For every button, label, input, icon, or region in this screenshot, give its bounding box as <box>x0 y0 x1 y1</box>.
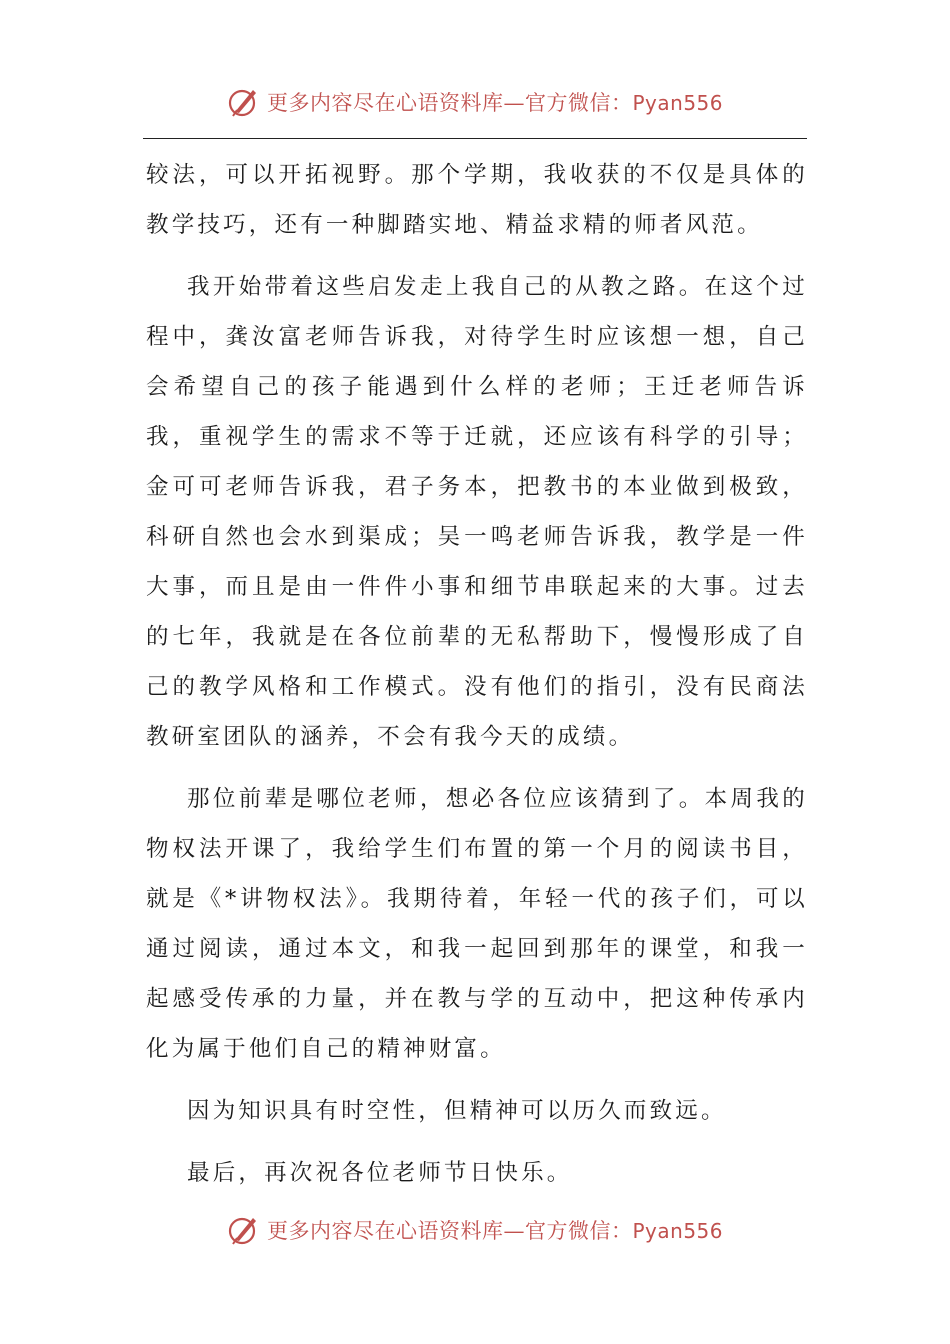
footer-banner-text <box>267 1215 723 1245</box>
header-banner <box>0 82 950 122</box>
header-divider <box>143 138 807 139</box>
paragraph-4: 因为知识具有时空性，但精神可以历久而致远。 <box>187 1098 727 1124</box>
paragraph-2: 我开始带着这些启发走上我自己的从教之路。在这个过程中，龚汝富老师告诉我，对待学生时应该想一想，自己会希望自己的孩子能遇到什么样的老师；王迁老师告诉我，重视学生的需求不等于迁就，还应该有科学的引导；金可可老师告诉我，君子务本，把教书的本业做到极致，科研自然也会水到渠成；吴一鸣老师告诉我，教学是一件大事，而且是由一件件小事和细节串联起来的大事。过去的七年，我就是在各位前辈的无私帮助下，慢慢形成了自己的教学风格和工作模式。没有他们的指引，没有民商法教研室团队的涵养，不会有我今天的成绩。 <box>146 274 808 750</box>
header-banner-text <box>267 87 723 117</box>
header-banner-cn: 更多内容尽在心语资料库—官方微信： <box>266 91 633 115</box>
footer-banner <box>0 1210 950 1250</box>
quill-logo-icon <box>227 1213 261 1247</box>
footer-banner-cn: 更多内容尽在心语资料库—官方微信： <box>266 1219 633 1243</box>
quill-logo-icon <box>227 85 261 119</box>
paragraph-1: 较法，可以开拓视野。那个学期，我收获的不仅是具体的教学技巧，还有一种脚踏实地、精益求精的师者风范。 <box>146 162 808 238</box>
paragraph-5: 最后，再次祝各位老师节日快乐。 <box>187 1160 573 1186</box>
paragraph-3: 那位前辈是哪位老师，想必各位应该猜到了。本周我的物权法开课了，我给学生们布置的第一个月的阅读书目，就是《*讲物权法》。我期待着，年轻一代的孩子们，可以通过阅读，通过本文，和我一起回到那年的课堂，和我一起感受传承的力量，并在教与学的互动中，把这种传承内化为属于他们自己的精神财富。 <box>146 786 808 1062</box>
footer-banner-wechat-id: Pyan556 <box>632 1219 723 1243</box>
document-body <box>146 150 808 1198</box>
header-banner-wechat-id: Pyan556 <box>632 91 723 115</box>
